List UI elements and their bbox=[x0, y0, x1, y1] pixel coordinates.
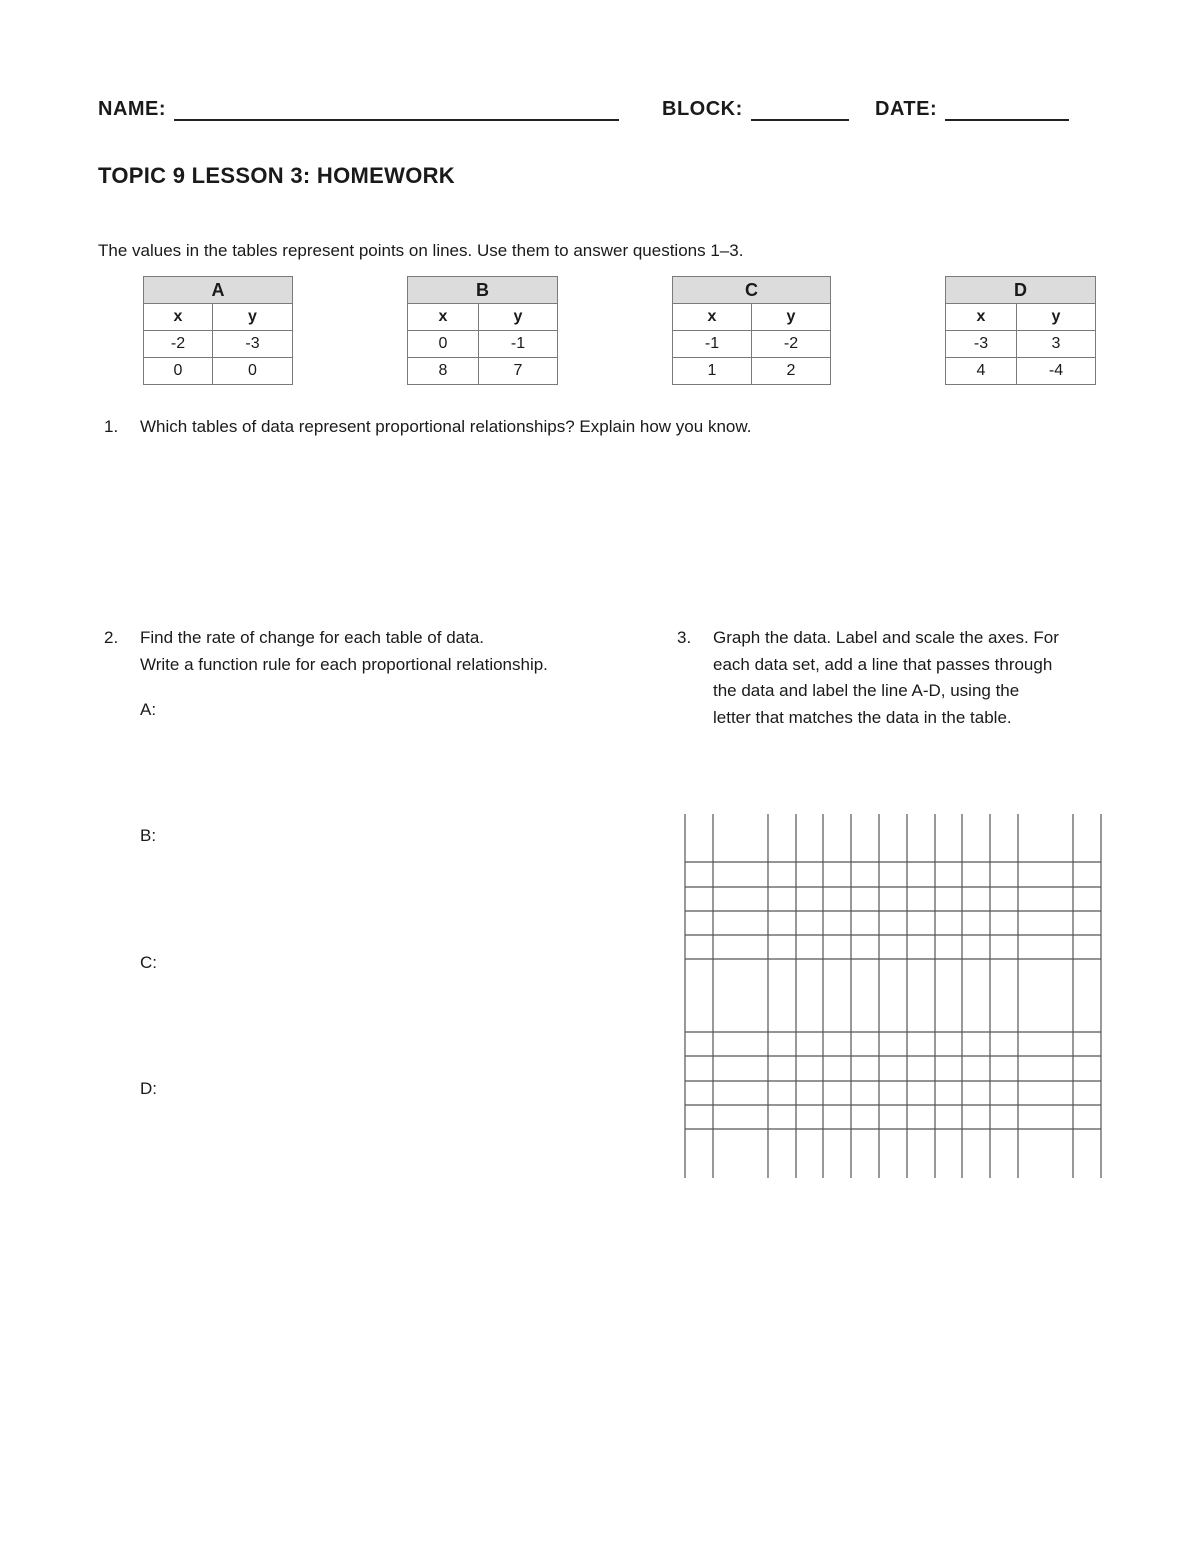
question-2-part-b: B: bbox=[140, 826, 157, 845]
question-3-number: 3. bbox=[677, 628, 692, 647]
table-b-cell: 8 bbox=[408, 358, 479, 385]
block-label: BLOCK: bbox=[662, 98, 743, 120]
question-1-text: Which tables of data represent proportional relationships? Explain how you know. bbox=[140, 417, 752, 436]
name-blank[interactable] bbox=[174, 99, 619, 121]
date-blank[interactable] bbox=[945, 99, 1069, 121]
table-b bbox=[407, 276, 558, 385]
table-c bbox=[672, 276, 831, 385]
table-d-cell: -4 bbox=[1017, 358, 1096, 385]
table-c-cell: 1 bbox=[673, 358, 752, 385]
table-a-cell: -2 bbox=[144, 331, 213, 358]
question-3-line-3: the data and label the line A-D, using the bbox=[713, 681, 1020, 700]
table-b-cell: 7 bbox=[479, 358, 558, 385]
name-label: NAME: bbox=[98, 98, 167, 120]
table-c-title: C bbox=[673, 277, 831, 304]
date-field-row bbox=[875, 98, 1069, 121]
table-b-x-header: x bbox=[408, 304, 479, 331]
table-a bbox=[143, 276, 293, 385]
question-2 bbox=[104, 625, 664, 685]
graph-grid[interactable] bbox=[684, 814, 1104, 1180]
table-d-title: D bbox=[946, 277, 1096, 304]
table-a-y-header: y bbox=[213, 304, 293, 331]
question-2-line-2: Write a function rule for each proportional relationship. bbox=[140, 654, 548, 674]
table-c-x-header: x bbox=[673, 304, 752, 331]
table-c-cell: 2 bbox=[752, 358, 831, 385]
table-d-cell: 4 bbox=[946, 358, 1017, 385]
date-label: DATE: bbox=[875, 98, 938, 120]
question-1-number: 1. bbox=[104, 417, 119, 436]
table-d-y-header: y bbox=[1017, 304, 1096, 331]
question-3-line-2: each data set, add a line that passes through bbox=[713, 654, 1053, 674]
table-c-y-header: y bbox=[752, 304, 831, 331]
question-1 bbox=[104, 414, 1004, 441]
table-a-cell: 0 bbox=[144, 358, 213, 385]
question-2-line-1: Find the rate of change for each table of data. bbox=[140, 628, 485, 647]
question-2-part-c: C: bbox=[140, 953, 157, 972]
table-b-title: B bbox=[408, 277, 558, 304]
table-b-cell: 0 bbox=[408, 331, 479, 358]
table-d bbox=[945, 276, 1096, 385]
table-b-cell: -1 bbox=[479, 331, 558, 358]
question-2-number: 2. bbox=[104, 628, 119, 647]
table-d-x-header: x bbox=[946, 304, 1017, 331]
table-a-cell: -3 bbox=[213, 331, 293, 358]
table-b-y-header: y bbox=[479, 304, 558, 331]
question-3-line-1: Graph the data. Label and scale the axes. For bbox=[713, 628, 1059, 647]
page-title: TOPIC 9 LESSON 3: HOMEWORK bbox=[98, 163, 455, 188]
table-c-cell: -2 bbox=[752, 331, 831, 358]
table-d-cell: -3 bbox=[946, 331, 1017, 358]
intro-text: The values in the tables represent points on lines. Use them to answer questions 1–3. bbox=[98, 241, 744, 260]
graph-grid-lines bbox=[684, 814, 1104, 1180]
block-field-row bbox=[662, 98, 849, 121]
question-2-part-d: D: bbox=[140, 1079, 157, 1098]
name-field-row bbox=[98, 98, 619, 121]
table-c-cell: -1 bbox=[673, 331, 752, 358]
table-a-cell: 0 bbox=[213, 358, 293, 385]
question-2-part-a: A: bbox=[140, 700, 157, 719]
question-3 bbox=[677, 625, 1117, 735]
table-a-x-header: x bbox=[144, 304, 213, 331]
question-3-line-4: letter that matches the data in the table. bbox=[713, 707, 1012, 727]
block-blank[interactable] bbox=[751, 99, 849, 121]
table-a-title: A bbox=[144, 277, 293, 304]
table-d-cell: 3 bbox=[1017, 331, 1096, 358]
